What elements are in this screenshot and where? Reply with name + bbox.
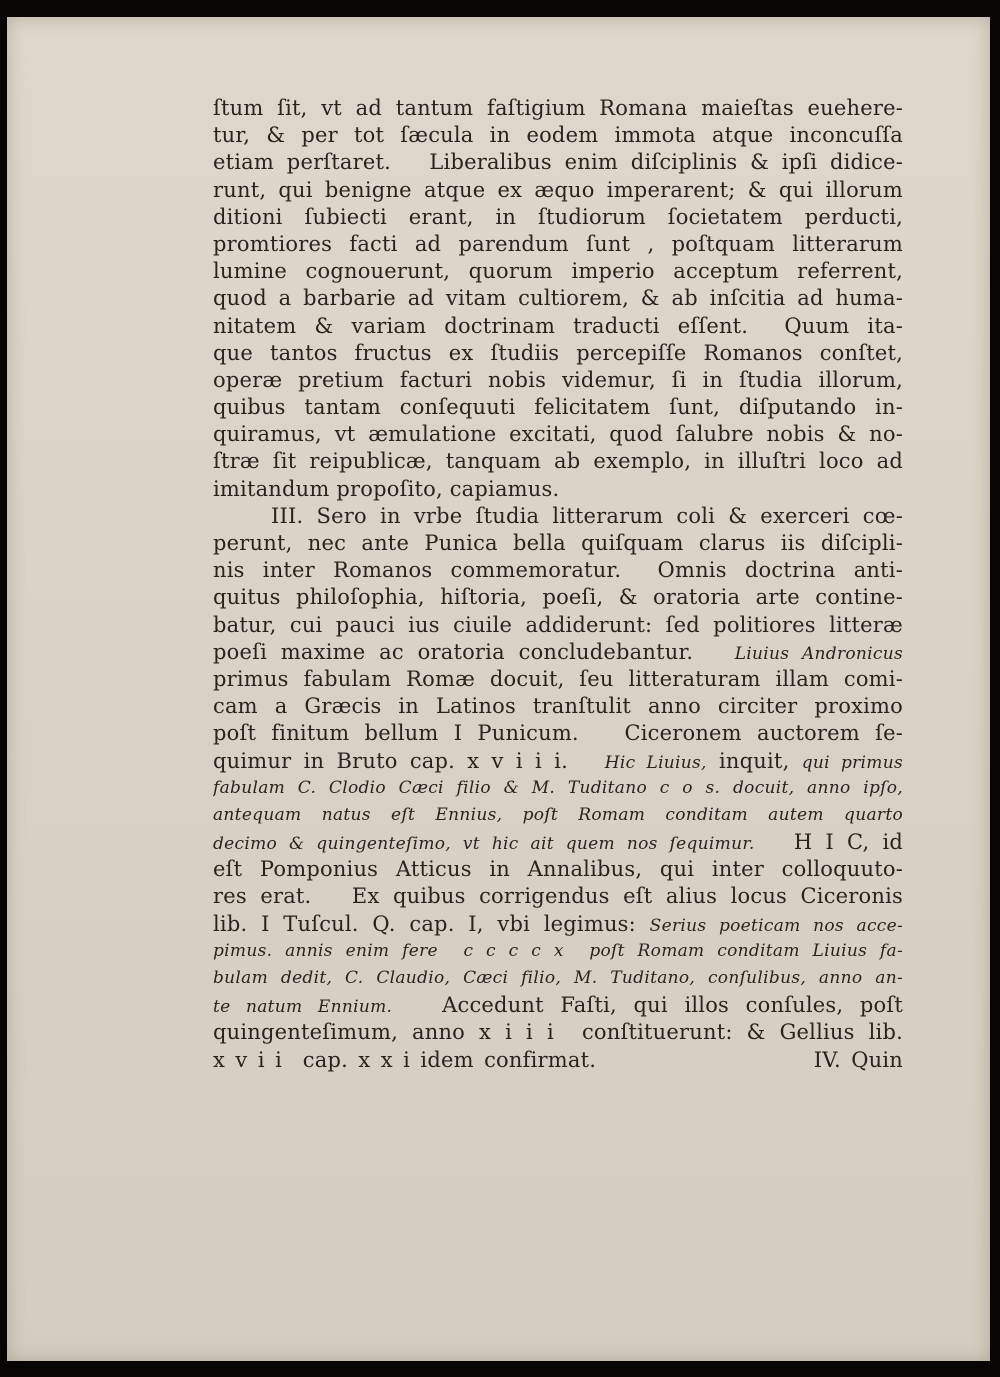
quote-line: bulam dedit, C. Claudio, Cæci filio, M. Tuditano, conſulibus, anno an- (213, 968, 903, 988)
italic-name: Liuius Andronicus (734, 643, 903, 664)
text-line: batur, cui pauci ius ciuile addiderunt: ſed politiores litteræ (213, 612, 903, 637)
text-line: tur, & per tot ſæcula in eodem immota atque inconcuſſa (213, 123, 903, 148)
text-line: poſt finitum bellum I Punicum. Ciceronem auctorem ſe- (213, 721, 903, 746)
text-line: quibus tantam conſequuti felicitatem ſunt, diſputando in- (213, 395, 903, 420)
text-line: etiam perſtaret. Liberalibus enim diſciplinis & ipſi didice- (213, 150, 903, 175)
text-line: operæ pretium facturi nobis videmur, ſi in ſtudia illorum, (213, 367, 903, 392)
text-span: Accedunt Faſti, qui illos conſules, poſt (392, 993, 903, 1018)
text-span: poeſi maxime ac oratoria concludebantur. (213, 639, 694, 664)
quote-line: pimus. annis enim fere c c c c x poſt Romam conditam Liuius fa- (213, 940, 903, 961)
section-heading-line: III. Sero in vrbe ſtudia litterarum coli & exerceri cœ- (271, 503, 903, 528)
text-line: nis inter Romanos commemoratur. Omnis doctrina anti- (213, 558, 903, 583)
text-line: quiramus, vt æmulatione excitati, quod ſalubre nobis & no- (213, 422, 903, 447)
quote-line: fabulam C. Clodio Cæci filio & M. Tuditano c o s. docuit, anno ipſo, (213, 777, 903, 798)
text-line: cam a Græcis in Latinos tranſtulit anno circiter proximo (213, 694, 903, 719)
italic-quote: Serius poeticam nos acce- (649, 915, 903, 936)
text-line: ditioni ſubiecti erant, in ſtudiorum ſocietatem perducti, (213, 204, 903, 229)
text-line (213, 992, 903, 1019)
text-line (213, 829, 903, 856)
italic-quote: te natum Ennium. (213, 997, 393, 1018)
text-line: quitus philoſophia, hiſtoria, poeſi, & oratoria arte contine- (213, 585, 903, 610)
text-line: quod a barbarie ad vitam cultiorem, & ab inſcitia ad huma- (213, 286, 903, 311)
text-line (213, 1047, 903, 1074)
text-line: nitatem & variam doctrinam traducti eſſent. Quum ita- (213, 313, 903, 338)
text-line: quingenteſimum, anno x i i i conſtituerunt: & Gellius lib. (213, 1020, 903, 1045)
text-line: res erat. Ex quibus corrigendus eſt alius locus Ciceronis (213, 884, 903, 909)
text-line: promtiores facti ad parendum ſunt , poſtquam litterarum (213, 231, 903, 256)
page-text (213, 95, 903, 1074)
text-span: quimur in Bruto cap. x v i i i. (213, 748, 605, 773)
text-line: imitandum propoſito, capiamus. (213, 476, 560, 501)
text-span: x v i i cap. x x i idem confirmat. (213, 1047, 597, 1072)
text-line: ſtræ ſit reipublicæ, tanquam ab exemplo, in illuſtri loco ad (213, 449, 903, 474)
text-line: lumine cognouerunt, quorum imperio acceptum referrent, (213, 259, 903, 284)
text-span: H I C, id (754, 830, 903, 855)
text-line (213, 639, 903, 666)
text-line: runt, qui benigne atque ex æquo imperarent; & qui illorum (213, 177, 903, 202)
text-line: perunt, nec ante Punica bella quiſquam clarus iis diſcipli- (213, 531, 903, 555)
catchword: IV. Quin (813, 1047, 903, 1072)
text-span: inquit, (706, 748, 802, 773)
italic-quote: Hic Liuius, (604, 752, 707, 773)
text-span: lib. I Tuſcul. Q. cap. I, vbi legimus: (213, 911, 650, 936)
text-line: ſtum ſit, vt ad tantum faſtigium Romana maieſtas euehere- (213, 96, 903, 120)
text-line: primus fabulam Romæ docuit, ſeu litteraturam illam comi- (213, 666, 903, 691)
text-line (213, 748, 903, 775)
text-line (213, 911, 903, 938)
text-line: que tantos fructus ex ſtudiis percepiſſe Romanos conſtet, (213, 340, 903, 365)
italic-quote: decimo & quingenteſimo, vt hic ait quem nos ſequimur. (213, 834, 755, 855)
quote-line: antequam natus eſt Ennius, poſt Romam conditam autem quarto (213, 804, 903, 825)
text-line: eſt Pomponius Atticus in Annalibus, qui inter colloquuto- (213, 857, 903, 882)
italic-quote: qui primus (801, 752, 903, 773)
